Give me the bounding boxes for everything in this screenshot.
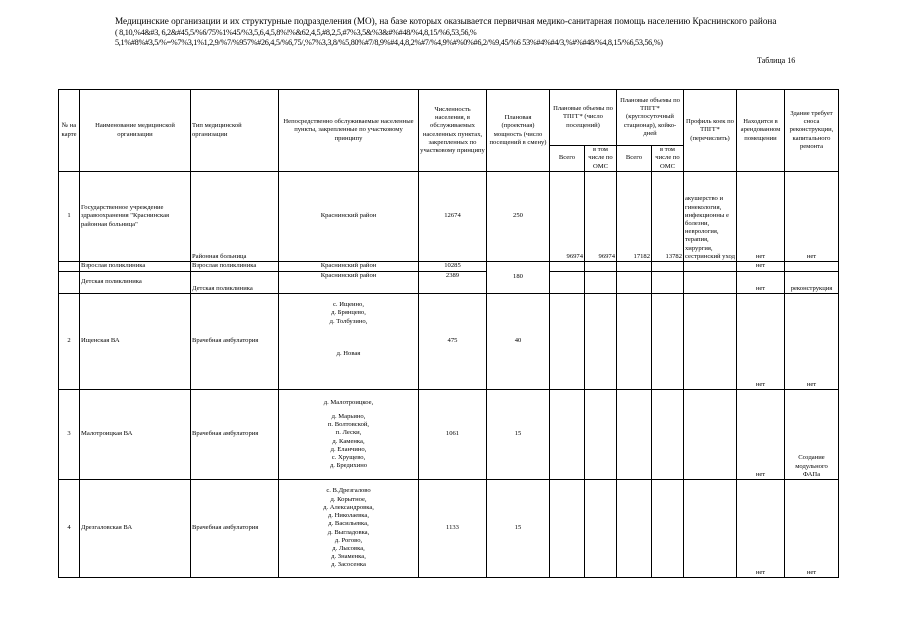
row-rented: нет: [737, 262, 785, 272]
row-beds-total: 17182: [617, 172, 652, 262]
row-settlements: Краснинский район: [279, 172, 419, 262]
row-repair: Создание модульного ФАПа: [785, 390, 839, 480]
row-num: 2: [59, 294, 80, 390]
col-header-beds-total: Всего: [617, 146, 652, 172]
row-settlements: Краснинский район: [279, 272, 419, 294]
row-type: Врачебная амбулатория: [191, 294, 279, 390]
row-capacity: 15: [487, 390, 550, 480]
row-num: 4: [59, 480, 80, 578]
col-header-profile: Профиль коек по ТПГГ* (перечислить): [684, 90, 737, 172]
table-row: [59, 272, 839, 294]
row-type: Взрослая поликлиника: [191, 262, 279, 272]
row-settlements: Краснинский район: [279, 262, 419, 272]
row-beds-oms: 13782: [652, 172, 684, 262]
document-title: Медицинские организации и их структурные подразделения (МО), на базе которых оказывается первичная медико-санитарная помощь населению Краснинского района: [115, 16, 777, 26]
row-rented: нет: [737, 294, 785, 390]
row-settlements: с. В.Дрезгалово д. Корытное, д. Александровка, д. Николаевка, д. Васильевка, д. Выгладовка, д. Рогово, д. Лысовка, д. Знаменка, д. Засосенка: [279, 480, 419, 578]
table-row: [59, 262, 839, 272]
table-number: Таблица 16: [757, 56, 796, 65]
col-header-tpgt-visits: Плановые объемы по ТПГГ* (число посещений): [550, 90, 617, 146]
row-settlements: д. Малотроицкое, д. Марьино, п. Волтовской, п. Лески, д. Каменка, д. Еланчино, с. Хрущево, д. Бредихино: [279, 390, 419, 480]
row-visits-total: 96974: [550, 172, 585, 262]
row-repair: нет: [785, 294, 839, 390]
table-row: [59, 172, 839, 262]
col-header-settlements: Непосредственно обслуживаемые населенные пункты, закрепленные по участковому принципу: [279, 90, 419, 172]
row-population: 12674: [419, 172, 487, 262]
row-rented: нет: [737, 390, 785, 480]
row-repair: нет: [785, 480, 839, 578]
row-num: 3: [59, 390, 80, 480]
row-capacity: 15: [487, 480, 550, 578]
row-capacity: 180: [487, 262, 550, 294]
row-name: Дрезгаловская ВА: [80, 480, 191, 578]
col-header-tpgt-beds: Плановые объемы по ТПГГ* (круглосуточный стационар), койко-дней: [617, 90, 684, 146]
row-visits-oms: 96974: [585, 172, 617, 262]
col-header-beds-oms: в том числе по ОМС: [652, 146, 684, 172]
table-row: [59, 390, 839, 480]
row-settlements: с. Ищеино, д. Брянцево, д. Толбузино, д. Новая: [279, 294, 419, 390]
row-capacity: 250: [487, 172, 550, 262]
row-population: 2389: [419, 272, 487, 294]
row-population: 1133: [419, 480, 487, 578]
col-header-repair: Здание требует сноса реконструкции, капитального ремонта: [785, 90, 839, 172]
row-population: 1061: [419, 390, 487, 480]
row-population: 10285: [419, 262, 487, 272]
col-header-type: Тип медицинской организации: [191, 90, 279, 172]
row-repair: нет: [785, 172, 839, 262]
row-name: Взрослая поликлиника: [80, 262, 191, 272]
row-rented: нет: [737, 480, 785, 578]
col-header-population: Численность населения, в обслуживаемых населенных пунктах, закрепленных по участковому принципу: [419, 90, 487, 172]
row-name: Детская поликлиника: [80, 272, 191, 294]
row-profile: акушерство и гинекология, инфекционны е болезни, неврология, терапия, хирургия, сестринский уход: [684, 172, 737, 262]
document-subtitle-garbled: ( 8,10,%4&#3, 6,2&#45,5/%6/75%1%45/%3,5,6,4,5,8%!%&62,4,5,#8,2,5,#7%3,5&%3&#%#48/%4,8,15/%6,53,56,% 5,1%#8%#3,5/%=%7%3,1%1,2,9/%7/%957%#26,4,5/%6,75/,%7%3,3,8/%5,80%#7/8,9%#4,4,8,2%#7/%4,9%#%0%#6,2/%9,45/%6 53%#4%#4/3,%#%#48/%4,8,15/%6,53,56,%): [115, 28, 663, 47]
row-type: Врачебная амбулатория: [191, 480, 279, 578]
table-row: [59, 480, 839, 578]
row-population: 475: [419, 294, 487, 390]
row-num: 1: [59, 172, 80, 262]
row-capacity: 40: [487, 294, 550, 390]
col-header-visits-total: Всего: [550, 146, 585, 172]
row-name: Государственное учреждение здравоохранения "Краснинская районная больница": [80, 172, 191, 262]
col-header-capacity: Плановая (проектная) мощность (число посещений в смену): [487, 90, 550, 172]
row-repair: реконструкция: [785, 272, 839, 294]
row-name: Малотроицкая ВА: [80, 390, 191, 480]
row-rented: нет: [737, 272, 785, 294]
row-type: Районная больница: [191, 172, 279, 262]
row-type: Врачебная амбулатория: [191, 390, 279, 480]
table-row: [59, 294, 839, 390]
row-rented: нет: [737, 172, 785, 262]
col-header-rented: Находится в арендованном помещении: [737, 90, 785, 172]
col-header-visits-oms: в том числе по ОМС: [585, 146, 617, 172]
col-header-num: № на карте: [59, 90, 80, 172]
row-type: Детская поликлиника: [191, 272, 279, 294]
medical-organizations-table: [58, 89, 839, 578]
col-header-name: Наименование медицинской организации: [80, 90, 191, 172]
row-name: Ищенская ВА: [80, 294, 191, 390]
